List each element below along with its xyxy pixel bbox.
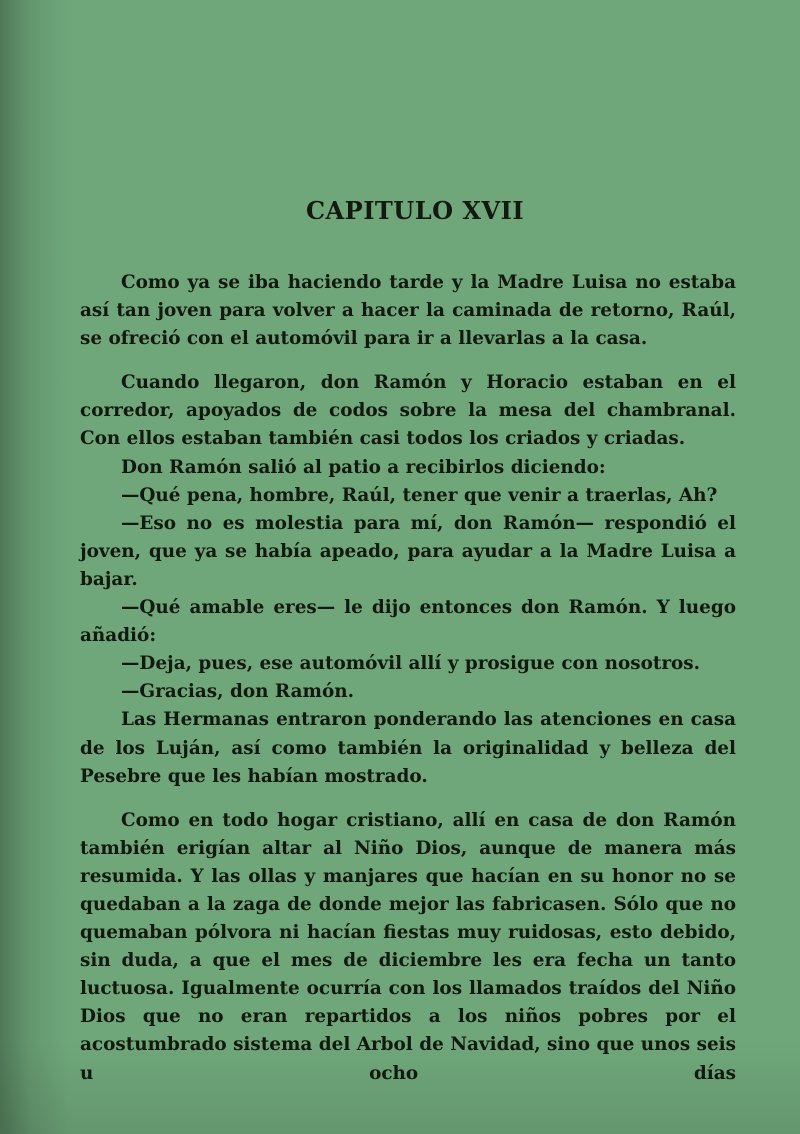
paragraph-1: Como ya se iba haciendo tarde y la Madre Luisa no estaba así tan joven para volver a hacer la caminada de retorno, Raúl, se ofreció con el automóvil para ir a llevarlas a la casa. bbox=[80, 272, 736, 350]
page-content bbox=[80, 196, 736, 1088]
body-text bbox=[80, 269, 736, 1088]
paragraph-2: Cuando llegaron, don Ramón y Horacio estaban en el corredor, apoyados de codos sobre la mesa del chambranal. Con ellos estaban también casi todos los criados y criadas. bbox=[80, 372, 736, 450]
paragraph-3: Don Ramón salió al patio a recibirlos diciendo: bbox=[121, 456, 606, 478]
paragraph-9: Las Hermanas entraron ponderando las atenciones en casa de los Luján, así como también la originalidad y belleza del Pesebre que les habían mostrado. bbox=[80, 709, 736, 787]
paragraph-6: —Qué amable eres— le dijo entonces don Ramón. Y luego añadió: bbox=[80, 597, 736, 647]
paragraph-4: —Qué pena, hombre, Raúl, tener que venir a traerlas, Ah? bbox=[121, 484, 718, 506]
paragraph-7: —Deja, pues, ese automóvil allí y prosigue con nosotros. bbox=[121, 653, 701, 675]
chapter-title: CAPITULO XVII bbox=[305, 196, 525, 225]
paragraph-10: Como en todo hogar cristiano, allí en casa de don Ramón también erigían altar al Niño Dios, aunque de manera más resumida. Y las ollas y manjares que hacían en su honor no se quedaban a la zaga de donde mejor las fabricasen. Sólo que no quemaban pólvora ni hacían fiestas muy ruidosas, esto debido, sin duda, a que el mes de diciembre les era fecha un tanto luctuosa. Igualmente ocurría con los llamados traídos del Niño Dios que no eran repartidos a los niños pobres por el acostumbrado sistema del Arbol de Navidad, sino que unos seis u ocho días bbox=[80, 809, 736, 1084]
paragraph-5: —Eso no es molestia para mí, don Ramón— respondió el joven, que ya se había apeado, para ayudar a la Madre Luisa a bajar. bbox=[80, 512, 736, 590]
paragraph-8: —Gracias, don Ramón. bbox=[121, 681, 354, 703]
